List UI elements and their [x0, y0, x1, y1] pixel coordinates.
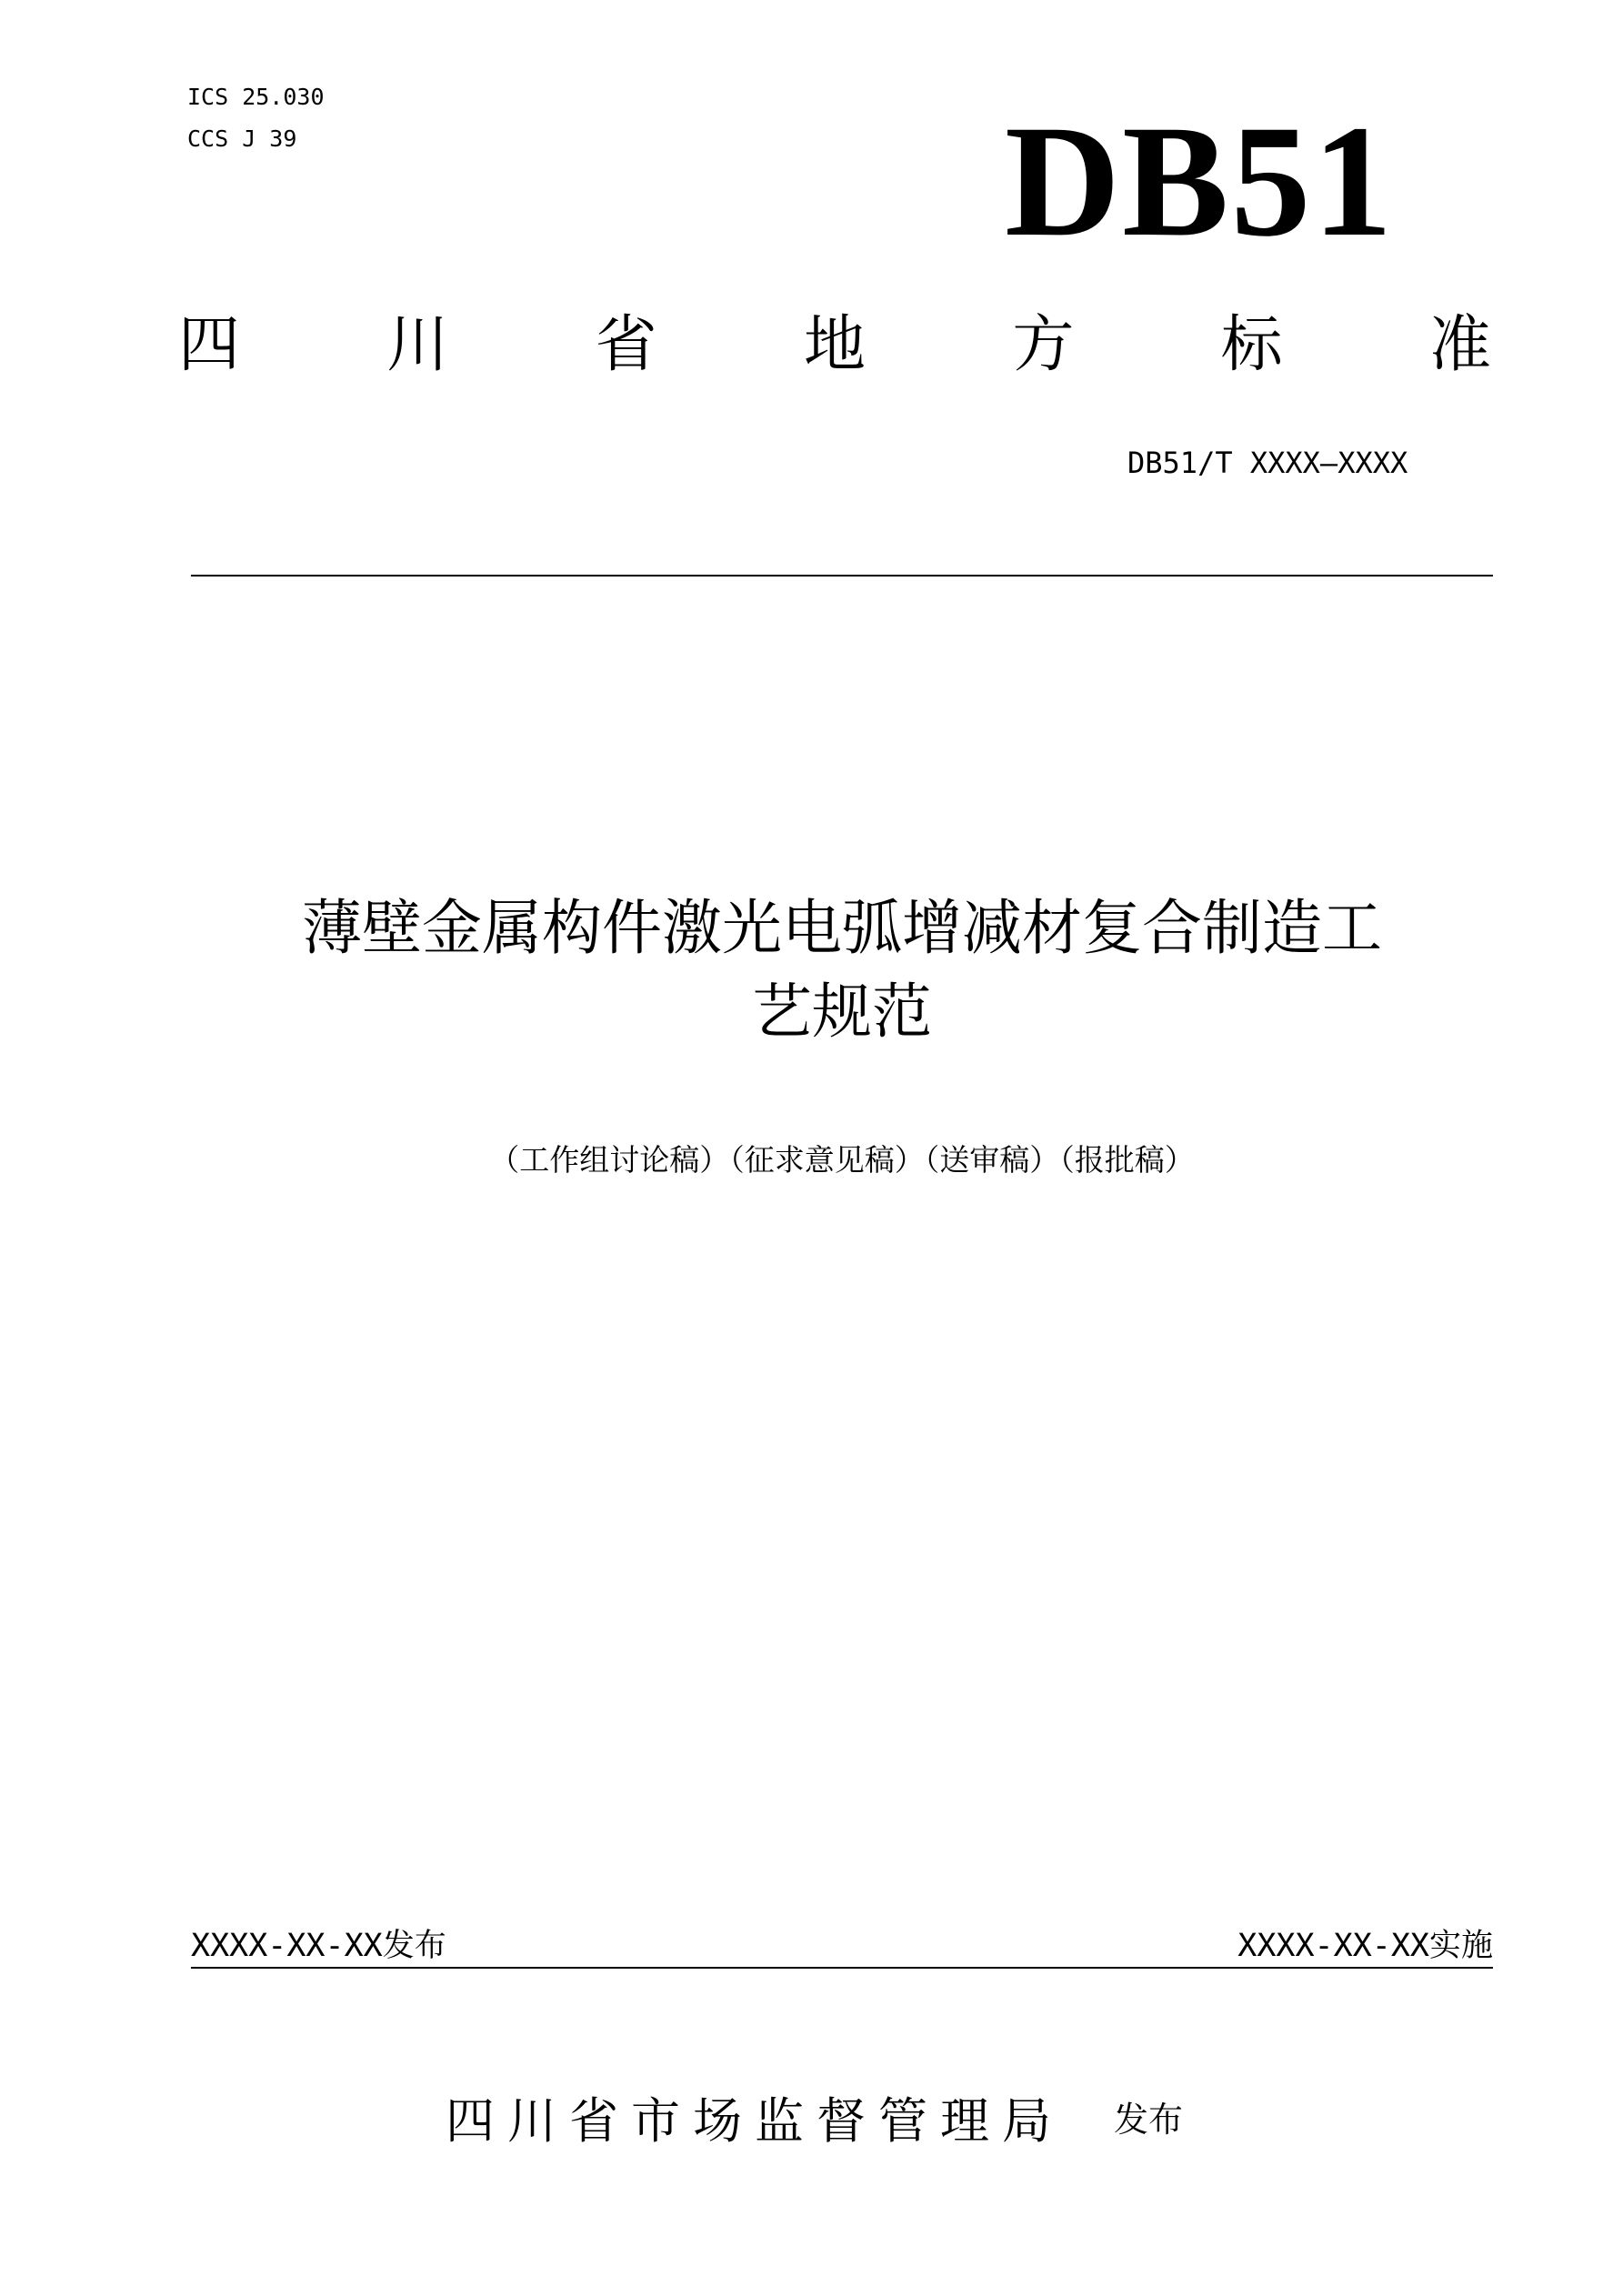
standard-type-char: 地 [803, 309, 866, 381]
implementation-label: 实施 [1428, 1928, 1493, 1964]
standard-type-heading [178, 309, 1491, 381]
document-title-line-1: 薄壁金属构件激光电弧增减材复合制造工 [302, 893, 1382, 963]
document-title [191, 887, 1493, 1054]
implementation-date: XXXX-XX-XX [1237, 1928, 1429, 1964]
ics-code: ICS 25.030 [187, 84, 325, 110]
issue-date: XXXX-XX-XX [191, 1928, 383, 1964]
draft-stage-labels: （工作组讨论稿）（征求意见稿）（送审稿）（报批稿） [489, 1142, 1195, 1178]
publish-label: 发布 [1114, 2100, 1184, 2140]
ccs-code: CCS J 39 [187, 125, 297, 152]
standard-type-char: 省 [595, 309, 657, 381]
publisher-name: 四川省市场监督管理局 [446, 2092, 1064, 2150]
standard-type-char: 方 [1012, 309, 1075, 381]
header-divider [191, 575, 1493, 577]
standard-type-char: 四 [178, 309, 241, 381]
standard-type-char: 准 [1428, 309, 1491, 381]
implementation-date-line [1237, 1920, 1493, 1966]
standard-type-char: 标 [1220, 309, 1283, 381]
footer-divider [191, 1967, 1493, 1969]
standard-logo: DB51 [1005, 93, 1395, 270]
standard-number: DB51/T XXXX—XXXX [1127, 446, 1408, 480]
issue-date-line [191, 1920, 446, 1966]
standard-type-char: 川 [386, 309, 449, 381]
document-title-line-2: 艺规范 [752, 977, 932, 1047]
issue-label: 发布 [382, 1928, 446, 1964]
